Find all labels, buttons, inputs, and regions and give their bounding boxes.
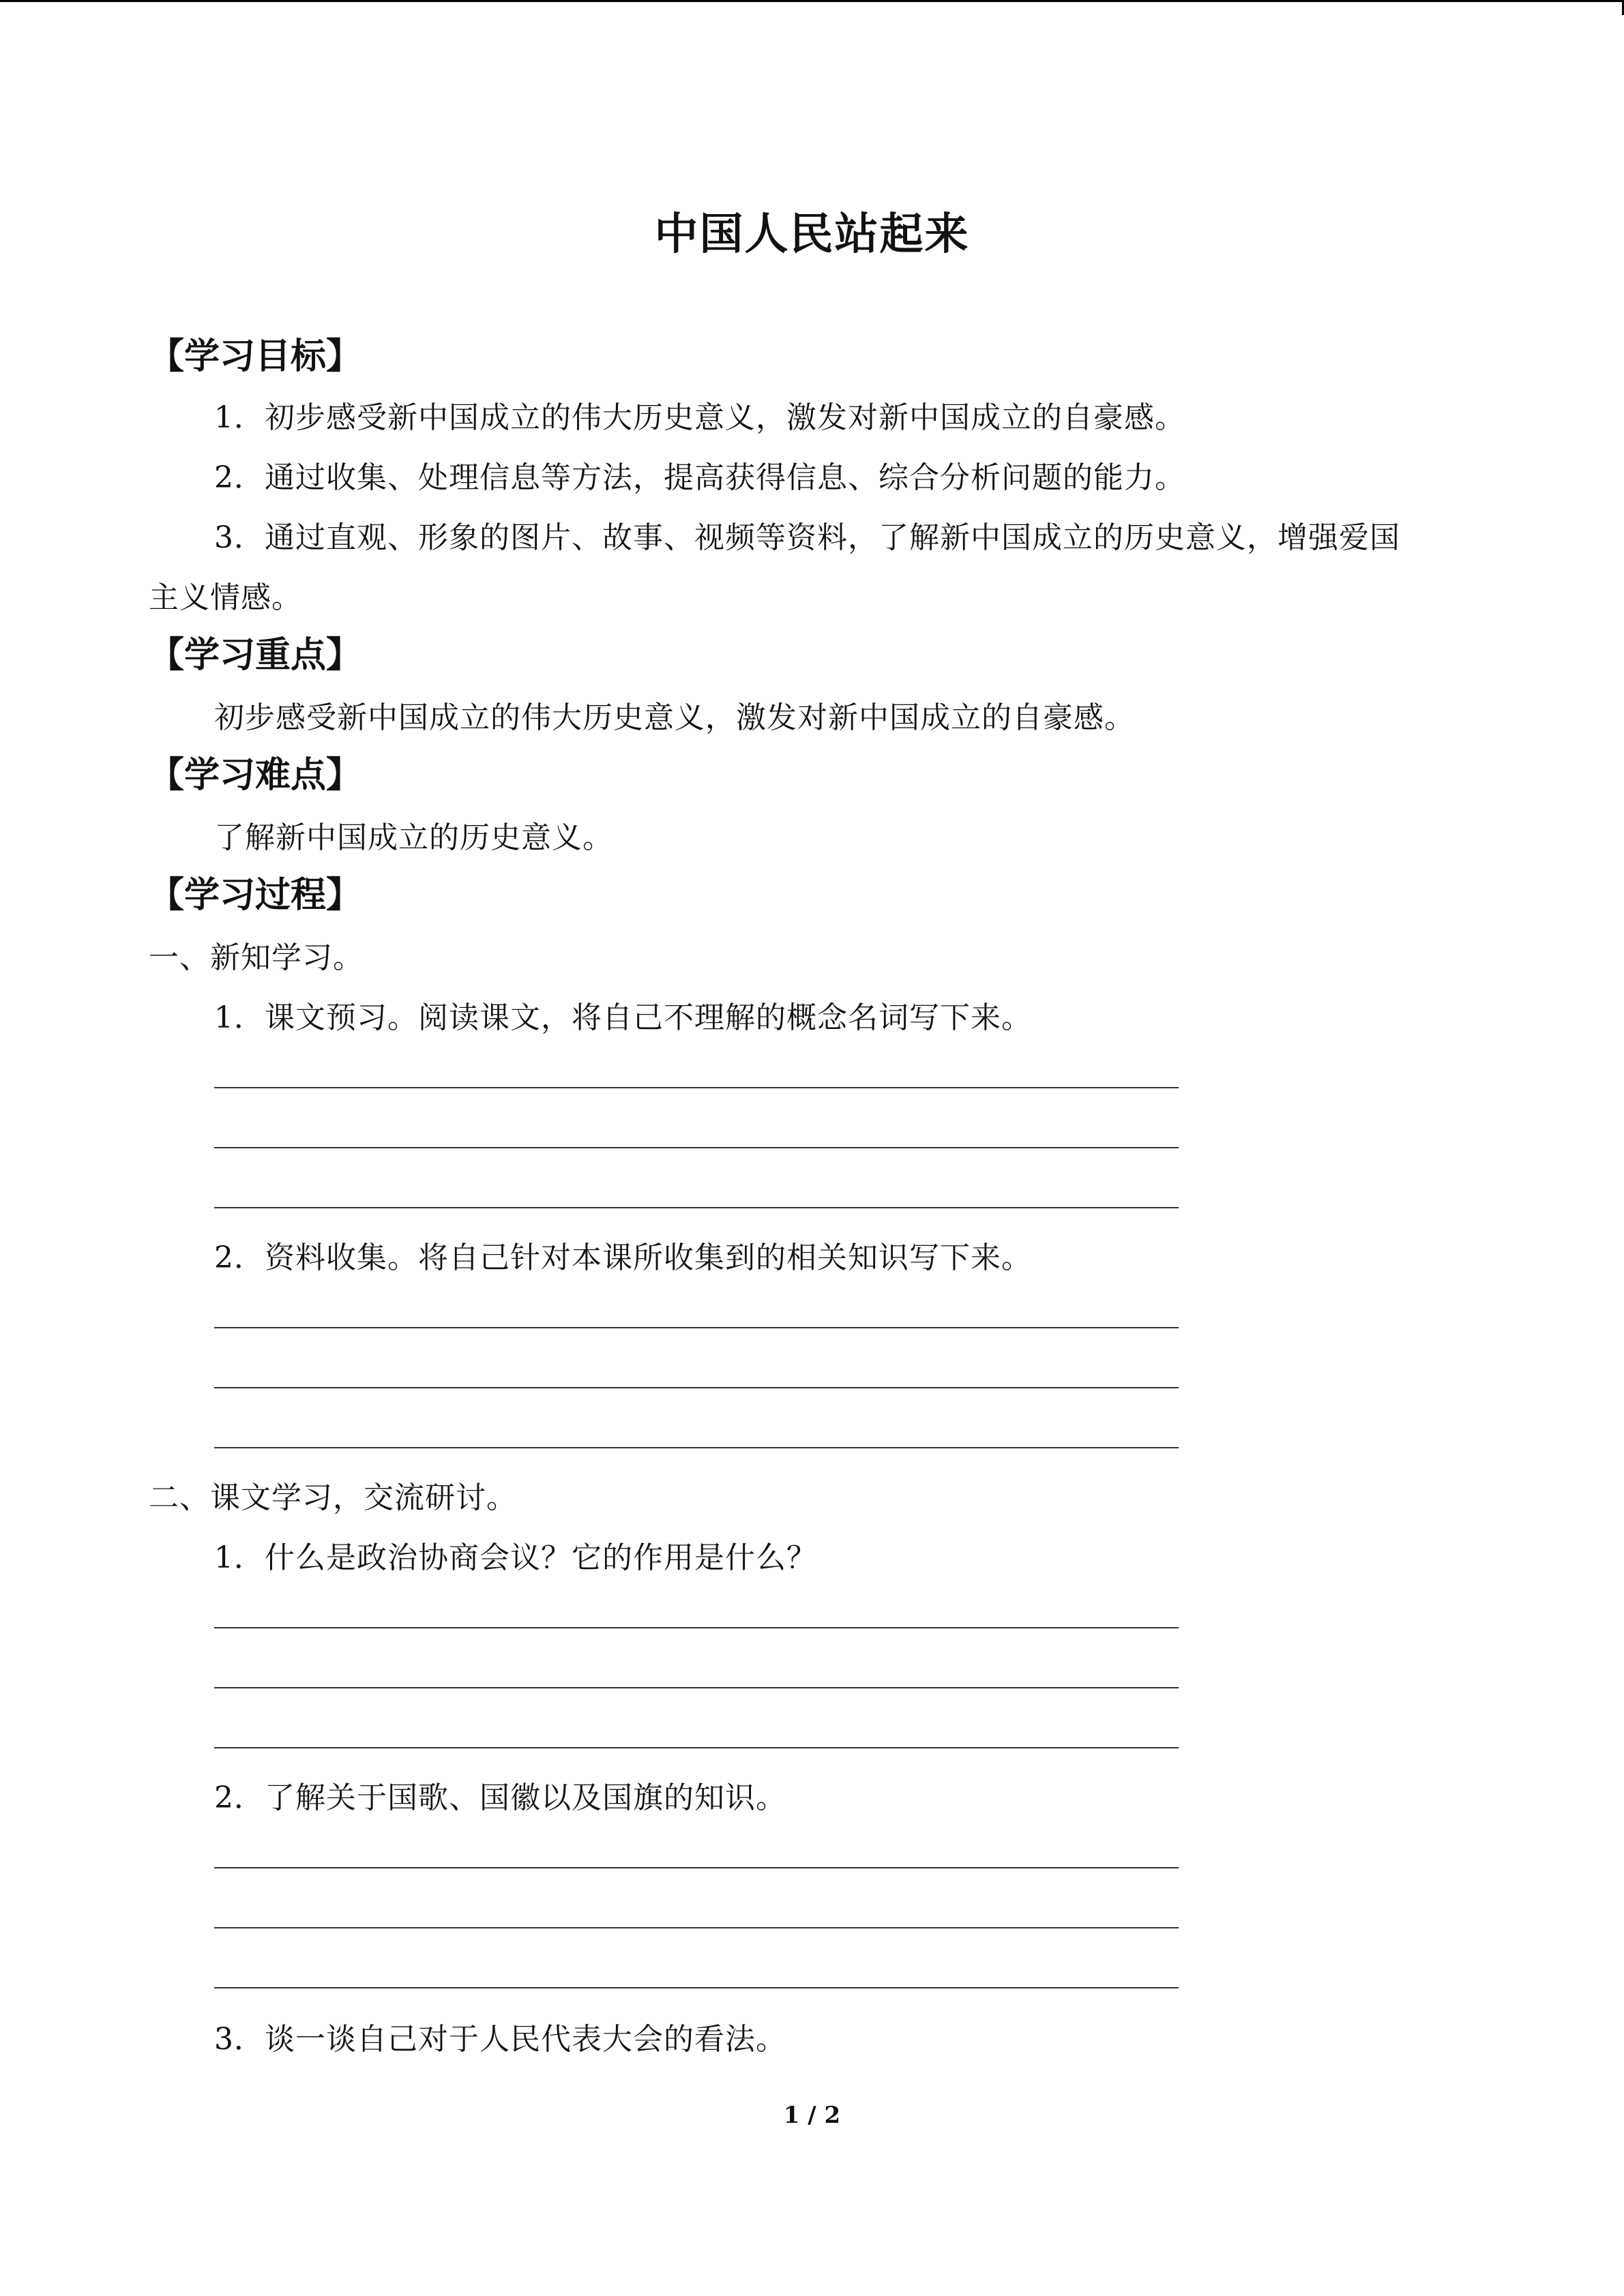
process-part1-title: 一、新知学习。 <box>149 940 364 975</box>
objective-item-3-line-1: 3．通过直观、形象的图片、故事、视频等资料，了解新中国成立的历史意义，增强爱国 <box>214 520 1400 555</box>
key-points-text: 初步感受新中国成立的伟大历史意义，激发对新中国成立的自豪感。 <box>214 700 1135 735</box>
section-heading-key-points: 【学习重点】 <box>149 634 362 676</box>
answer-line[interactable] <box>214 1627 1179 1628</box>
difficulties-text: 了解新中国成立的历史意义。 <box>214 820 613 855</box>
answer-line[interactable] <box>214 1087 1179 1088</box>
page-top-border <box>0 0 1624 2</box>
answer-line[interactable] <box>214 1447 1179 1448</box>
answer-line[interactable] <box>214 1387 1179 1388</box>
objective-item-1: 1．初步感受新中国成立的伟大历史意义，激发对新中国成立的自豪感。 <box>214 400 1185 435</box>
page-indicator: 1 / 2 <box>783 2102 841 2129</box>
section-heading-difficulties: 【学习难点】 <box>149 754 362 796</box>
process-part1-question-1: 1．课文预习。阅读课文，将自己不理解的概念名词写下来。 <box>214 1000 1032 1035</box>
objective-item-3-line-2: 主义情感。 <box>149 580 302 615</box>
section-heading-objectives: 【学习目标】 <box>149 336 362 377</box>
process-part1-question-2: 2．资料收集。将自己针对本课所收集到的相关知识写下来。 <box>214 1240 1032 1275</box>
process-part2-question-3: 3．谈一谈自己对于人民代表大会的看法。 <box>214 2022 786 2057</box>
answer-line[interactable] <box>214 1207 1179 1208</box>
answer-line[interactable] <box>214 1147 1179 1148</box>
page-title: 中国人民站起来 <box>654 209 970 260</box>
answer-line[interactable] <box>214 1927 1179 1928</box>
answer-line[interactable] <box>214 1987 1179 1988</box>
answer-line[interactable] <box>214 1747 1179 1748</box>
answer-line[interactable] <box>214 1327 1179 1328</box>
process-part2-title: 二、课文学习，交流研讨。 <box>149 1480 517 1515</box>
answer-line[interactable] <box>214 1867 1179 1868</box>
section-heading-process: 【学习过程】 <box>149 874 362 916</box>
process-part2-question-2: 2．了解关于国歌、国徽以及国旗的知识。 <box>214 1780 786 1815</box>
objective-item-2: 2．通过收集、处理信息等方法，提高获得信息、综合分析问题的能力。 <box>214 460 1185 495</box>
answer-line[interactable] <box>214 1687 1179 1688</box>
process-part2-question-1: 1．什么是政治协商会议？它的作用是什么？ <box>214 1540 817 1575</box>
